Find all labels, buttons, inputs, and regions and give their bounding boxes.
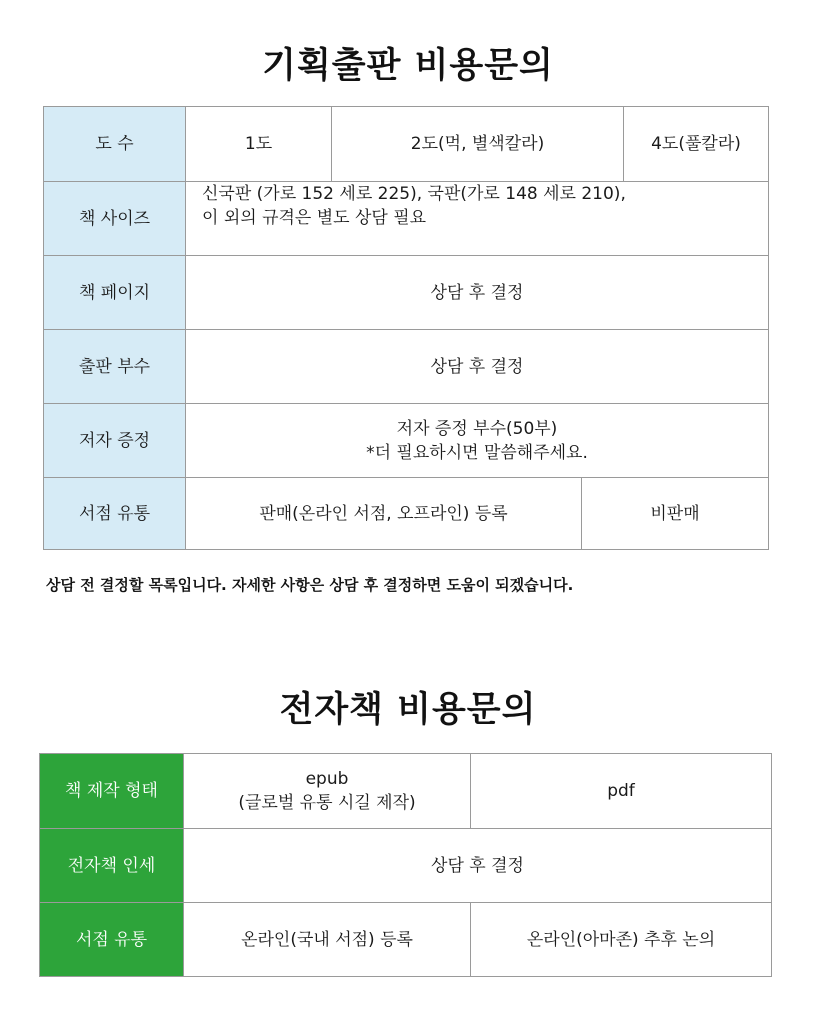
header-colors: 도 수 xyxy=(44,107,185,181)
format-epub-line-1: epub xyxy=(305,769,349,789)
ebook-cost-table xyxy=(39,753,772,977)
print-run-value: 상담 후 결정 xyxy=(185,330,768,403)
row-ebook-format xyxy=(40,754,771,828)
format-epub xyxy=(183,754,470,828)
ebook-distribution-domestic: 온라인(국내 서점) 등록 xyxy=(183,903,470,976)
header-book-size: 책 사이즈 xyxy=(44,182,185,255)
format-epub-line-2: (글로벌 유통 시길 제작) xyxy=(238,793,416,813)
row-colors xyxy=(44,107,768,181)
print-cost-table xyxy=(43,106,769,550)
author-copies-value xyxy=(185,404,768,477)
print-cost-title: 기획출판 비용문의 xyxy=(262,46,554,86)
format-pdf: pdf xyxy=(470,754,771,828)
book-size-line-1: 신국판 (가로 152 세로 225), 국판(가로 148 세로 210), xyxy=(202,184,626,204)
book-size-value xyxy=(185,182,768,255)
header-ebook-format: 책 제작 형태 xyxy=(40,754,183,828)
book-size-line-2: 이 외의 규격은 별도 상담 필요 xyxy=(202,208,427,228)
distribution-non-sale: 비판매 xyxy=(581,478,768,549)
option-4-color: 4도(풀칼라) xyxy=(623,107,768,181)
consultation-note: 상담 전 결정할 목록입니다. 자세한 사항은 상담 후 결정하면 도움이 되겠습니다. xyxy=(46,576,574,594)
option-2-color: 2도(먹, 별색칼라) xyxy=(331,107,623,181)
author-copies-line-1: 저자 증정 부수(50부) xyxy=(396,418,558,439)
row-author-copies xyxy=(44,403,768,477)
row-distribution xyxy=(44,477,768,549)
book-pages-value: 상담 후 결정 xyxy=(185,256,768,329)
ebook-cost-title: 전자책 비용문의 xyxy=(279,690,537,730)
header-ebook-distribution: 서점 유통 xyxy=(40,903,183,976)
header-book-pages: 책 페이지 xyxy=(44,256,185,329)
header-author-copies: 저자 증정 xyxy=(44,404,185,477)
row-ebook-royalty xyxy=(40,828,771,902)
author-copies-line-2: *더 필요하시면 말씀해주세요. xyxy=(366,442,588,463)
distribution-sale: 판매(온라인 서점, 오프라인) 등록 xyxy=(185,478,581,549)
row-ebook-distribution xyxy=(40,902,771,976)
header-distribution: 서점 유통 xyxy=(44,478,185,549)
ebook-distribution-amazon: 온라인(아마존) 추후 논의 xyxy=(470,903,771,976)
ebook-royalty-value: 상담 후 결정 xyxy=(183,829,771,902)
row-book-size xyxy=(44,181,768,255)
option-1-color: 1도 xyxy=(185,107,331,181)
row-book-pages xyxy=(44,255,768,329)
row-print-run xyxy=(44,329,768,403)
header-print-run: 출판 부수 xyxy=(44,330,185,403)
header-ebook-royalty: 전자책 인세 xyxy=(40,829,183,902)
